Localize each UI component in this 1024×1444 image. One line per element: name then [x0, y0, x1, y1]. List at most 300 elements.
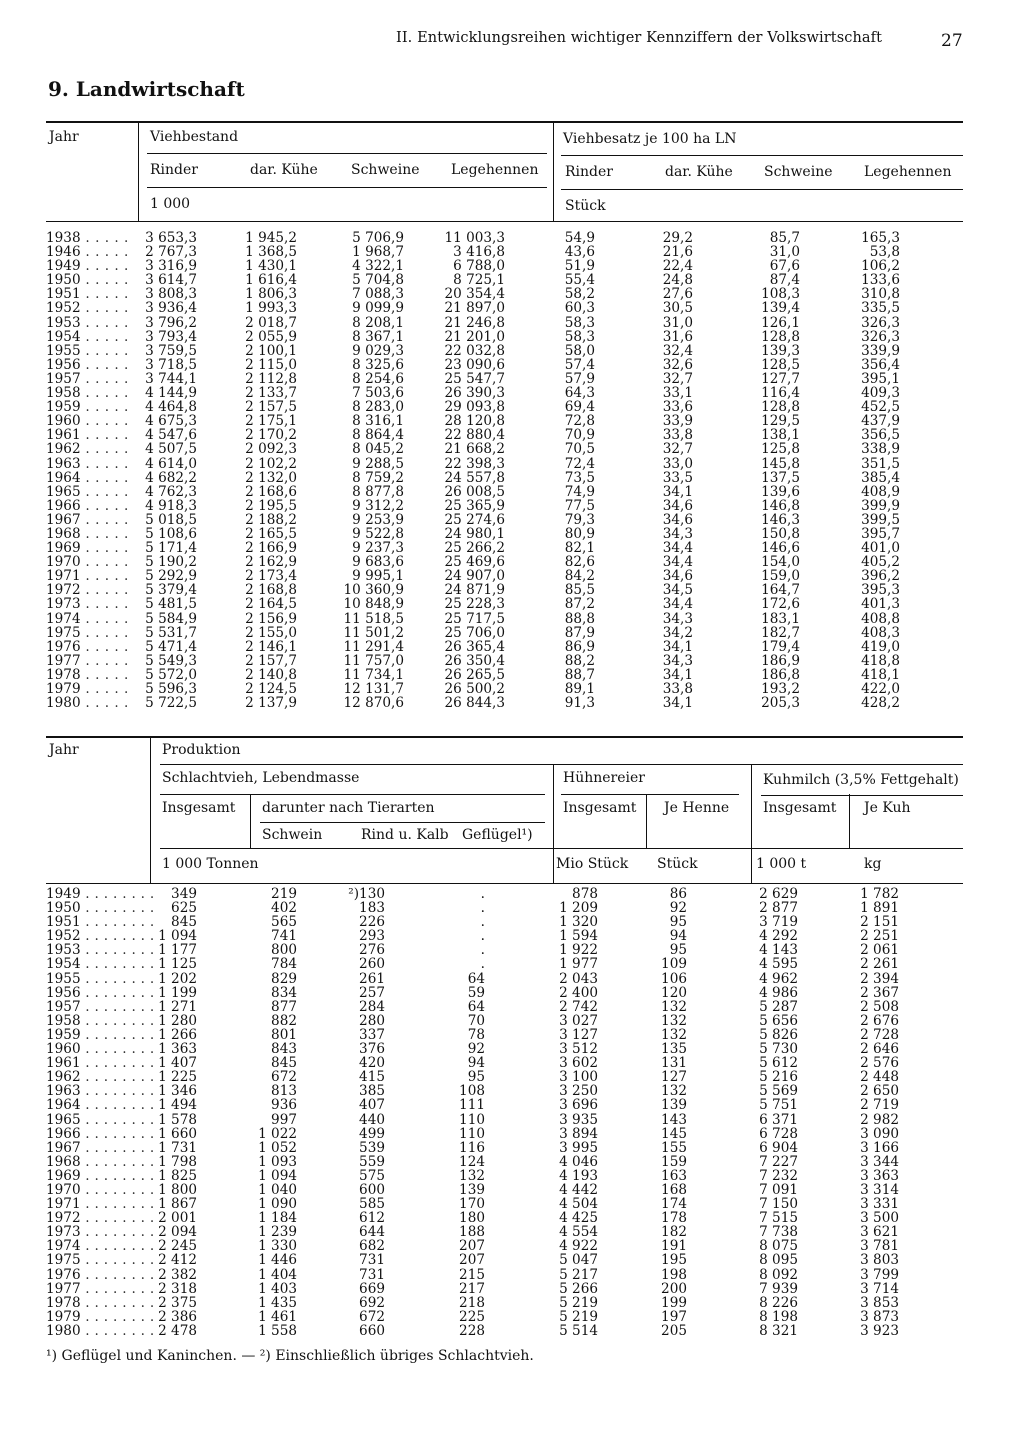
- table1-cell-r_legehennen: 133,6: [861, 272, 900, 289]
- table1-cell-kuehe: 2 112,8: [245, 370, 297, 387]
- table2-cell-eier: 3 100: [559, 1069, 598, 1086]
- table2-cell-je_kuh: 3 344: [860, 1153, 899, 1170]
- table2-cell-insgesamt: 845: [171, 914, 197, 931]
- table1-cell-schweine: 9 099,9: [352, 300, 404, 317]
- table2-cell-rind: 280: [359, 1012, 385, 1029]
- table1-cell-kuehe: 1 806,3: [245, 286, 297, 303]
- table2-cell-year: 1951 . . .: [46, 915, 156, 929]
- table1-cell-rinder: 5 481,5: [145, 596, 197, 613]
- table2-cell-je_kuh: 2 646: [860, 1041, 899, 1058]
- table1-cell-r_rinder: 89,1: [564, 681, 595, 697]
- table2-cell-eier: 2 742: [559, 998, 598, 1015]
- table1-cell-legehennen: 24 871,9: [444, 582, 505, 599]
- table2-cell-insgesamt: 1 825: [158, 1167, 197, 1184]
- table1-cell-r_schweine: 193,2: [761, 681, 800, 697]
- table1-cell-r_rinder: 74,9: [564, 483, 595, 500]
- table2-cell-je_kuh: 2 650: [860, 1083, 899, 1100]
- table1-cell-kuehe: 2 157,5: [245, 399, 297, 416]
- table1-cell-r_schweine: 205,3: [761, 695, 800, 712]
- table1-cell-rinder: 5 584,9: [145, 610, 197, 627]
- table1-col-kuehe-density: [645, 231, 693, 710]
- table2-cell-rind: 407: [359, 1097, 385, 1114]
- table2-cell-insgesamt: 1 660: [158, 1125, 197, 1142]
- table1-cell-r_kuehe: 33,0: [662, 455, 693, 472]
- table2-cell-gefluegel: 94: [467, 1055, 485, 1072]
- table1-cell-rinder: 3 614,7: [145, 272, 197, 289]
- table2-cell-milch: 4 962: [759, 970, 798, 987]
- table2-cell-year: 1968 . . .: [46, 1155, 156, 1169]
- table2-cell-milch: 4 595: [759, 956, 798, 973]
- table1-cell-schweine: 7 503,6: [352, 385, 404, 402]
- table1-cell-r_schweine: 127,7: [761, 370, 800, 387]
- table1-cell-rinder: 3 793,4: [145, 328, 197, 345]
- table1-cell-legehennen: 21 246,8: [444, 314, 505, 331]
- table2-col-milch: [740, 887, 798, 1338]
- table1-cell-r_rinder: 82,1: [564, 540, 595, 557]
- table2-cell-year: 1964 . . .: [46, 1098, 156, 1112]
- table1-cell-rinder: 5 572,0: [145, 666, 197, 683]
- table1-cell-year: 1955 . . .: [46, 344, 146, 358]
- table1-cell-r_schweine: 139,4: [761, 300, 800, 317]
- table2-cell-je_henne: 135: [661, 1041, 687, 1058]
- table1-cell-r_schweine: 182,7: [761, 624, 800, 641]
- table1-cell-r_schweine: 186,8: [761, 666, 800, 683]
- table1-cell-r_legehennen: 408,3: [861, 624, 900, 641]
- table2-cell-insgesamt: 1 177: [158, 942, 197, 959]
- table2-cell-insgesamt: 1 225: [158, 1069, 197, 1086]
- table1-cell-rinder: 3 759,5: [145, 342, 197, 359]
- table2-cell-insgesamt: 1 346: [158, 1083, 197, 1100]
- table1-cell-kuehe: 2 170,2: [245, 427, 297, 444]
- page-number: 27: [941, 31, 963, 51]
- table2-cell-insgesamt: 1 867: [158, 1196, 197, 1213]
- table2-cell-schwein: 1 090: [258, 1196, 297, 1213]
- table1-cell-year: 1949 . . .: [46, 259, 146, 273]
- table2-cell-milch: 5 216: [759, 1069, 798, 1086]
- table2-cell-year: 1969 . . .: [46, 1169, 156, 1183]
- table1-cell-r_kuehe: 34,6: [662, 497, 693, 514]
- footnote: ¹) Geflügel und Kaninchen. — ²) Einschließlich übriges Schlachtvieh.: [46, 1348, 534, 1364]
- table1-cell-kuehe: 2 173,4: [245, 568, 297, 585]
- table1-cell-legehennen: 25 717,5: [444, 610, 505, 627]
- table2-cell-schwein: 843: [271, 1041, 297, 1058]
- table1-cell-rinder: 5 531,7: [145, 624, 197, 641]
- table2-cell-je_henne: 155: [661, 1139, 687, 1156]
- table1-cell-legehennen: 25 266,2: [444, 540, 505, 557]
- table1-cell-r_kuehe: 30,5: [662, 300, 693, 317]
- table2-cell-schwein: 800: [271, 942, 297, 959]
- table1-cell-legehennen: 23 090,6: [444, 356, 505, 373]
- table2-cell-milch: 7 150: [759, 1196, 798, 1213]
- table2-cell-insgesamt: 2 386: [158, 1308, 197, 1325]
- table1-cell-legehennen: 25 547,7: [444, 370, 505, 387]
- table1-cell-r_kuehe: 22,4: [662, 258, 693, 275]
- table2-year-header: Jahr: [49, 742, 79, 758]
- table1-cell-r_rinder: 87,2: [564, 596, 595, 613]
- table1-cell-r_kuehe: 34,4: [662, 540, 693, 557]
- table1-cell-legehennen: 25 228,3: [444, 596, 505, 613]
- table2-cell-gefluegel: .: [480, 928, 485, 945]
- table1-cell-r_legehennen: 452,5: [861, 399, 900, 416]
- table1-cell-schweine: 8 316,1: [352, 413, 404, 430]
- table2-cell-milch: 6 728: [759, 1125, 798, 1142]
- table1-cell-year: 1963 . . .: [46, 457, 146, 471]
- table1-cell-rinder: 3 936,4: [145, 300, 197, 317]
- table2-cell-eier: 4 504: [559, 1196, 598, 1213]
- table2-top-rule: [46, 736, 963, 738]
- table2-cell-insgesamt: 2 318: [158, 1280, 197, 1297]
- table1-cell-legehennen: 24 980,1: [444, 525, 505, 542]
- table1-cell-r_legehennen: 405,2: [861, 554, 900, 571]
- table2-cell-gefluegel: 110: [459, 1111, 485, 1128]
- table1-cell-legehennen: 11 003,3: [444, 230, 505, 246]
- table2-cell-insgesamt: 2 412: [158, 1252, 197, 1269]
- table2-cell-milch: 5 656: [759, 1012, 798, 1029]
- table2-cell-gefluegel: 59: [467, 984, 485, 1001]
- table1-cell-kuehe: 2 132,0: [245, 469, 297, 486]
- table1-cell-r_kuehe: 29,2: [662, 230, 693, 246]
- table1-cell-r_rinder: 58,0: [564, 342, 595, 359]
- table1-cell-year: 1966 . . .: [46, 499, 146, 513]
- table1-cell-schweine: 10 360,9: [343, 582, 404, 599]
- table1-cell-kuehe: 2 156,9: [245, 610, 297, 627]
- table2-cell-gefluegel: 110: [459, 1125, 485, 1142]
- table1-cell-year: 1978 . . .: [46, 668, 146, 682]
- table2-vline-milch: [751, 764, 752, 884]
- table2-cell-schwein: 565: [271, 914, 297, 931]
- table2-cell-milch: 7 232: [759, 1167, 798, 1184]
- running-head: II. Entwicklungsreihen wichtiger Kennziffern der Volkswirtschaft: [396, 30, 883, 46]
- table2-cell-insgesamt: 2 245: [158, 1238, 197, 1255]
- table2-cell-je_henne: 132: [661, 1012, 687, 1029]
- table2-cell-schwein: 813: [271, 1083, 297, 1100]
- table1-cell-r_legehennen: 422,0: [861, 681, 900, 697]
- table1-cell-legehennen: 26 390,3: [444, 385, 505, 402]
- table1-cell-r_rinder: 82,6: [564, 554, 595, 571]
- table2-cell-schwein: 741: [271, 928, 297, 945]
- table1-cell-kuehe: 1 430,1: [245, 258, 297, 275]
- table2-schlacht-rule: [160, 794, 545, 795]
- table2-cell-year: 1980 . . .: [46, 1324, 156, 1338]
- table1-cell-kuehe: 2 168,6: [245, 483, 297, 500]
- table2-cell-je_henne: 143: [661, 1111, 687, 1128]
- table2-cell-gefluegel: 207: [459, 1238, 485, 1255]
- table1-cell-legehennen: 25 706,0: [444, 624, 505, 641]
- table1-cell-year: 1950 . . .: [46, 273, 146, 287]
- table2-cell-rind: 284: [359, 998, 385, 1015]
- table1-cell-r_legehennen: 418,8: [861, 652, 900, 669]
- table1-cell-r_legehennen: 351,5: [861, 455, 900, 472]
- table2-cell-year: 1962 . . .: [46, 1070, 156, 1084]
- header-kuehe: dar. Kühe: [250, 162, 318, 178]
- table2-cell-eier: 3 696: [559, 1097, 598, 1114]
- table1-cell-r_legehennen: 310,8: [861, 286, 900, 303]
- table2-cell-eier: 2 043: [559, 970, 598, 987]
- table1-vline-year: [138, 121, 139, 221]
- table1-cell-year: 1959 . . .: [46, 400, 146, 414]
- table2-cell-insgesamt: 625: [171, 900, 197, 917]
- schlachtvieh-header: Schlachtvieh, Lebendmasse: [162, 770, 360, 786]
- table1-cell-schweine: 9 522,8: [352, 525, 404, 542]
- table2-cell-milch: 4 143: [759, 942, 798, 959]
- table1-cell-kuehe: 2 137,9: [245, 695, 297, 712]
- table2-cell-gefluegel: 188: [459, 1224, 485, 1241]
- table1-cell-year: 1938 . . .: [46, 231, 146, 245]
- table1-cell-r_schweine: 137,5: [761, 469, 800, 486]
- table2-cell-schwein: 784: [271, 956, 297, 973]
- table1-cell-r_rinder: 64,3: [564, 385, 595, 402]
- table2-cell-year: 1954 . . .: [46, 957, 156, 971]
- table1-cell-r_kuehe: 34,1: [662, 666, 693, 683]
- table2-cell-gefluegel: 217: [459, 1280, 485, 1297]
- table1-cell-rinder: 2 767,3: [145, 244, 197, 261]
- table2-cell-eier: 1 209: [559, 900, 598, 917]
- table2-cell-year: 1974 . . .: [46, 1239, 156, 1253]
- table1-cell-r_rinder: 91,3: [564, 695, 595, 712]
- table1-cell-r_legehennen: 408,9: [861, 483, 900, 500]
- table2-cell-rind: 692: [359, 1294, 385, 1311]
- table2-cell-gefluegel: 170: [459, 1196, 485, 1213]
- table1-cell-r_rinder: 58,3: [564, 314, 595, 331]
- table2-cell-rind: 731: [359, 1266, 385, 1283]
- table1-cell-schweine: 8 877,8: [352, 483, 404, 500]
- table1-cell-r_legehennen: 401,3: [861, 596, 900, 613]
- unit-tonnen: 1 000 Tonnen: [162, 856, 259, 872]
- table1-cell-r_rinder: 57,4: [564, 356, 595, 373]
- table2-cell-je_kuh: 2 576: [860, 1055, 899, 1072]
- table1-cell-rinder: 4 547,6: [145, 427, 197, 444]
- unit-mio-stueck: Mio Stück: [556, 856, 629, 872]
- table2-vline-kuh: [849, 794, 850, 848]
- table1-cell-schweine: 11 501,2: [343, 624, 404, 641]
- table2-cell-schwein: 801: [271, 1026, 297, 1043]
- table1-cell-schweine: 9 253,9: [352, 511, 404, 528]
- table1-cell-r_rinder: 57,9: [564, 370, 595, 387]
- table2-cell-je_henne: 195: [661, 1252, 687, 1269]
- table1-cell-r_kuehe: 32,6: [662, 356, 693, 373]
- table1-group-rule-right: [561, 155, 963, 156]
- table2-cell-rind: 385: [359, 1083, 385, 1100]
- table2-cell-insgesamt: 1 094: [158, 928, 197, 945]
- table1-cell-r_rinder: 58,2: [564, 286, 595, 303]
- table1-cell-schweine: 12 131,7: [343, 681, 404, 697]
- table1-cell-r_legehennen: 385,4: [861, 469, 900, 486]
- table1-cell-rinder: 3 718,5: [145, 356, 197, 373]
- table2-cell-schwein: 829: [271, 970, 297, 987]
- table2-cell-eier: 5 047: [559, 1252, 598, 1269]
- table2-cell-je_henne: 197: [661, 1308, 687, 1325]
- table1-cell-r_schweine: 31,0: [769, 244, 800, 261]
- table1-cell-kuehe: 2 055,9: [245, 328, 297, 345]
- table2-cell-year: 1955 . . .: [46, 972, 156, 986]
- table1-cell-kuehe: 2 164,5: [245, 596, 297, 613]
- table2-cell-schwein: 1 461: [258, 1308, 297, 1325]
- table1-cell-r_legehennen: 395,3: [861, 582, 900, 599]
- table1-cell-year: 1960 . . .: [46, 414, 146, 428]
- table2-cell-rind: 257: [359, 984, 385, 1001]
- table1-cell-schweine: 9 237,3: [352, 540, 404, 557]
- table2-cell-schwein: 1 446: [258, 1252, 297, 1269]
- table1-cell-schweine: 8 208,1: [352, 314, 404, 331]
- table2-cell-eier: 5 266: [559, 1280, 598, 1297]
- table1-cell-rinder: 5 190,2: [145, 554, 197, 571]
- table2-cell-schwein: 1 093: [258, 1153, 297, 1170]
- table2-cell-eier: 3 512: [559, 1041, 598, 1058]
- table1-cell-r_legehennen: 338,9: [861, 441, 900, 458]
- table2-cell-milch: 3 719: [759, 914, 798, 931]
- table1-cell-r_kuehe: 32,7: [662, 370, 693, 387]
- table1-cell-r_legehennen: 419,0: [861, 638, 900, 655]
- table1-cell-rinder: 5 171,4: [145, 540, 197, 557]
- table1-cell-schweine: 11 734,1: [343, 666, 404, 683]
- table1-cell-legehennen: 8 725,1: [453, 272, 505, 289]
- table2-cell-eier: 3 935: [559, 1111, 598, 1128]
- table1-cell-r_rinder: 69,4: [564, 399, 595, 416]
- table1-cell-legehennen: 3 416,8: [453, 244, 505, 261]
- table2-cell-rind: 585: [359, 1196, 385, 1213]
- table2-cell-year: 1957 . . .: [46, 1000, 156, 1014]
- table1-cell-rinder: 5 596,3: [145, 681, 197, 697]
- table2-cell-schwein: 1 558: [258, 1322, 297, 1339]
- table2-cell-milch: 7 939: [759, 1280, 798, 1297]
- table1-top-rule: [46, 121, 963, 123]
- table2-cell-je_kuh: 1 891: [860, 900, 899, 917]
- table1-cell-r_kuehe: 33,1: [662, 385, 693, 402]
- table2-cell-insgesamt: 1 280: [158, 1012, 197, 1029]
- table2-cell-rind: 415: [359, 1069, 385, 1086]
- table2-cell-milch: 7 515: [759, 1210, 798, 1227]
- table2-cell-je_henne: 132: [661, 1083, 687, 1100]
- table2-cell-je_kuh: 3 314: [860, 1181, 899, 1198]
- table1-cell-rinder: 4 614,0: [145, 455, 197, 472]
- table1-cell-legehennen: 25 469,6: [444, 554, 505, 571]
- header-kuehe-density: dar. Kühe: [665, 164, 733, 180]
- table1-cell-r_rinder: 87,9: [564, 624, 595, 641]
- table1-cell-r_legehennen: 339,9: [861, 342, 900, 359]
- table2-cell-milch: 8 321: [759, 1322, 798, 1339]
- table1-cell-r_kuehe: 34,5: [662, 582, 693, 599]
- table1-cell-kuehe: 1 993,3: [245, 300, 297, 317]
- table2-cell-eier: 3 027: [559, 1012, 598, 1029]
- table1-cell-r_legehennen: 326,3: [861, 328, 900, 345]
- table1-cell-r_kuehe: 34,2: [662, 624, 693, 641]
- table2-cell-je_henne: 86: [669, 886, 687, 902]
- table2-cell-schwein: 1 094: [258, 1167, 297, 1184]
- table2-cell-insgesamt: 1 202: [158, 970, 197, 987]
- table2-cell-je_kuh: 3 803: [860, 1252, 899, 1269]
- table2-cell-eier: 1 977: [559, 956, 598, 973]
- table1-cell-r_legehennen: 418,1: [861, 666, 900, 683]
- table2-cell-milch: 8 198: [759, 1308, 798, 1325]
- table2-cell-je_henne: 120: [661, 984, 687, 1001]
- table1-cell-r_legehennen: 399,5: [861, 511, 900, 528]
- table1-cell-r_rinder: 54,9: [564, 230, 595, 246]
- table1-cell-legehennen: 28 120,8: [444, 413, 505, 430]
- table2-vline-year: [150, 736, 151, 884]
- table2-cell-eier: 1 320: [559, 914, 598, 931]
- table1-cell-year: 1965 . . .: [46, 485, 146, 499]
- table2-cell-insgesamt: 1 407: [158, 1055, 197, 1072]
- header-legehennen: Legehennen: [451, 162, 539, 178]
- table1-cell-legehennen: 29 093,8: [444, 399, 505, 416]
- table1-cell-r_schweine: 129,5: [761, 413, 800, 430]
- table1-cell-r_rinder: 88,8: [564, 610, 595, 627]
- table1-cell-rinder: 5 722,5: [145, 695, 197, 712]
- table2-cell-je_kuh: 2 367: [860, 984, 899, 1001]
- table2-cell-gefluegel: 132: [459, 1167, 485, 1184]
- table2-cell-gefluegel: .: [480, 886, 485, 902]
- table1-cell-rinder: 4 144,9: [145, 385, 197, 402]
- table1-cell-year: 1974 . . .: [46, 612, 146, 626]
- table1-cell-schweine: 1 968,7: [352, 244, 404, 261]
- table1-cell-legehennen: 22 880,4: [444, 427, 505, 444]
- table1-cell-schweine: 8 864,4: [352, 427, 404, 444]
- table2-cell-eier: 1 922: [559, 942, 598, 959]
- table1-cell-r_legehennen: 356,4: [861, 356, 900, 373]
- table1-year-header: Jahr: [49, 129, 79, 145]
- table2-cell-gefluegel: 124: [459, 1153, 485, 1170]
- table2-eier-rule: [561, 794, 739, 795]
- table2-cell-je_henne: 163: [661, 1167, 687, 1184]
- table1-cell-year: 1973 . . .: [46, 597, 146, 611]
- table2-cell-schwein: 1 403: [258, 1280, 297, 1297]
- table2-col-gefluegel: [430, 887, 485, 1338]
- table2-cell-schwein: 672: [271, 1069, 297, 1086]
- table1-cell-year: 1972 . . .: [46, 583, 146, 597]
- table1-cell-year: 1954 . . .: [46, 330, 146, 344]
- header-je-henne: Je Henne: [664, 800, 730, 816]
- table1-cell-rinder: 5 292,9: [145, 568, 197, 585]
- table2-cell-je_henne: 127: [661, 1069, 687, 1086]
- table1-cell-r_schweine: 139,3: [761, 342, 800, 359]
- table1-cell-kuehe: 2 133,7: [245, 385, 297, 402]
- table2-cell-je_kuh: 3 714: [860, 1280, 899, 1297]
- table1-cell-r_kuehe: 33,8: [662, 427, 693, 444]
- table2-col-je-kuh: [840, 887, 899, 1338]
- table2-cell-year: 1949 . . .: [46, 887, 156, 901]
- table2-cell-gefluegel: .: [480, 942, 485, 959]
- table2-cell-eier: 5 219: [559, 1308, 598, 1325]
- table2-cell-je_henne: 191: [661, 1238, 687, 1255]
- table2-cell-gefluegel: .: [480, 914, 485, 931]
- header-rind: Rind u. Kalb: [361, 827, 449, 843]
- table1-cell-r_kuehe: 33,5: [662, 469, 693, 486]
- table1-cell-schweine: 12 870,6: [343, 695, 404, 712]
- table1-cell-kuehe: 2 092,3: [245, 441, 297, 458]
- table2-cell-gefluegel: 207: [459, 1252, 485, 1269]
- table2-cell-schwein: 882: [271, 1012, 297, 1029]
- table2-cell-schwein: 1 184: [258, 1210, 297, 1227]
- table1-cell-year: 1977 . . .: [46, 654, 146, 668]
- table2-cell-je_kuh: 3 781: [860, 1238, 899, 1255]
- table2-cell-eier: 4 922: [559, 1238, 598, 1255]
- table2-cell-je_kuh: 2 508: [860, 998, 899, 1015]
- table2-cell-insgesamt: 1 798: [158, 1153, 197, 1170]
- table1-cell-legehennen: 24 557,8: [444, 469, 505, 486]
- table2-cell-je_henne: 200: [661, 1280, 687, 1297]
- header-schweine: Schweine: [351, 162, 420, 178]
- table1-cell-schweine: 9 288,5: [352, 455, 404, 472]
- table1-cell-r_schweine: 126,1: [761, 314, 800, 331]
- table1-cell-legehennen: 21 897,0: [444, 300, 505, 317]
- table2-cell-gefluegel: 139: [459, 1181, 485, 1198]
- table1-cell-r_rinder: 88,7: [564, 666, 595, 683]
- table2-cell-gefluegel: 92: [467, 1041, 485, 1058]
- table1-cell-r_schweine: 128,8: [761, 328, 800, 345]
- table1-cell-schweine: 5 706,9: [352, 230, 404, 246]
- table2-cell-schwein: 845: [271, 1055, 297, 1072]
- table2-cell-milch: 5 287: [759, 998, 798, 1015]
